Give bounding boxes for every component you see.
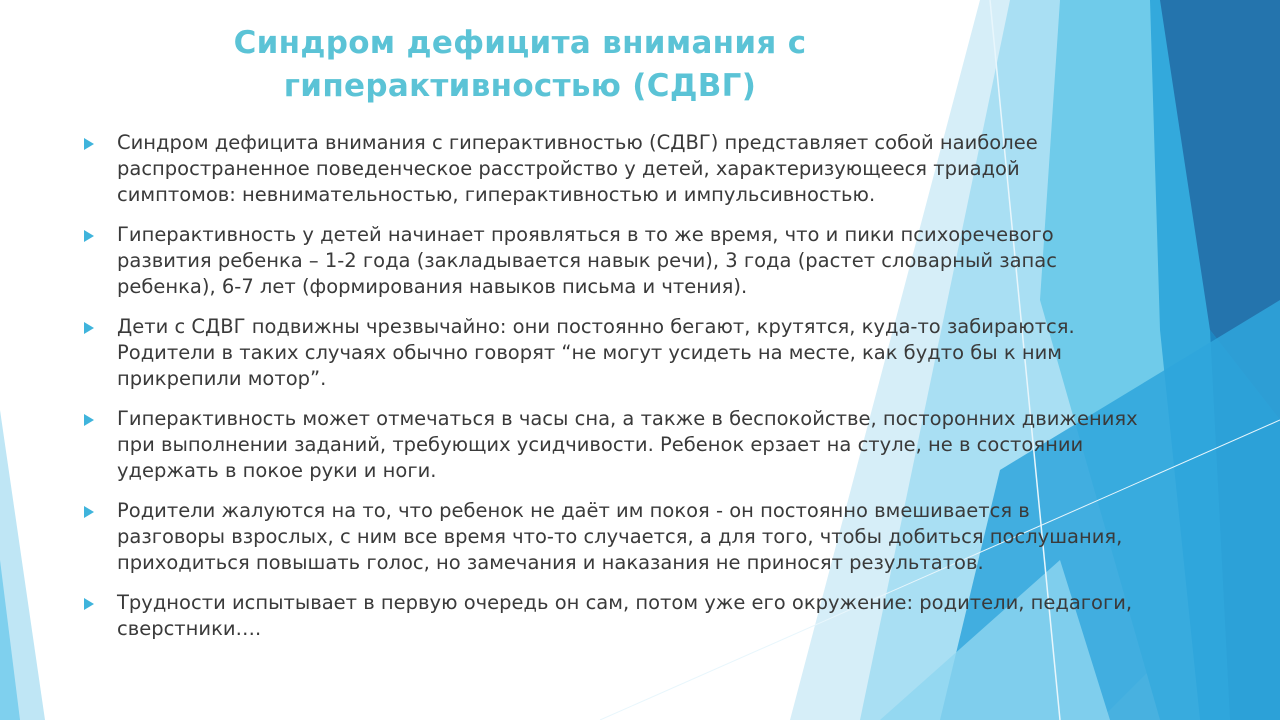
bullet-line: Трудности испытывает в первую очередь он сам, потом уже его окружение: родители, педагоги,	[117, 591, 1133, 614]
bullet-line: при выполнении заданий, требующих усидчивости. Ребенок ерзает на стуле, не в состоянии	[117, 433, 1084, 456]
bullet-item	[82, 590, 1202, 642]
bullet-line: распространенное поведенческое расстройство у детей, характеризующееся триадой	[117, 157, 1020, 180]
bullet-line: Дети с СДВГ подвижны чрезвычайно: они постоянно бегают, крутятся, куда-то забираются.	[117, 315, 1075, 338]
triangle-right-icon	[84, 414, 94, 426]
bullet-item	[82, 498, 1202, 576]
triangle-right-icon	[84, 322, 94, 334]
triangle-right-icon	[84, 230, 94, 242]
bullet-line: Родители в таких случаях обычно говорят “не могут усидеть на месте, как будто бы к ним	[117, 341, 1062, 364]
title-line: Синдром дефицита внимания с	[233, 25, 807, 61]
bullet-line: симптомов: невнимательностью, гиперактивностью и импульсивностью.	[117, 183, 876, 206]
bullet-item	[82, 130, 1202, 208]
bullet-item	[82, 222, 1202, 300]
bullet-line: прикрепили мотор”.	[117, 367, 327, 390]
bullet-line: сверстники….	[117, 617, 262, 640]
bullet-line: Синдром дефицита внимания с гиперактивностью (СДВГ) представляет собой наиболее	[117, 131, 1038, 154]
bullet-item	[82, 314, 1202, 392]
bullet-line: разговоры взрослых, с ним все время что-то случается, а для того, чтобы добиться послушания,	[117, 525, 1123, 548]
bullet-line: развития ребенка – 1-2 года (закладывается навык речи), 3 года (растет словарный запас	[117, 249, 1057, 272]
bullet-line: ребенка), 6-7 лет (формирования навыков письма и чтения).	[117, 275, 748, 298]
slide-title	[150, 22, 890, 108]
title-line: гиперактивностью (СДВГ)	[283, 68, 757, 104]
bullet-line: приходиться повышать голос, но замечания и наказания не приносят результатов.	[117, 551, 984, 574]
bullet-line: Гиперактивность может отмечаться в часы сна, а также в беспокойстве, посторонних движениях	[117, 407, 1138, 430]
triangle-right-icon	[84, 138, 94, 150]
bullet-line: Гиперактивность у детей начинает проявляться в то же время, что и пики психоречевого	[117, 223, 1054, 246]
triangle-right-icon	[84, 506, 94, 518]
bullet-line: Родители жалуются на то, что ребенок не даёт им покоя - он постоянно вмешивается в	[117, 499, 1030, 522]
bullet-item	[82, 406, 1202, 484]
triangle-right-icon	[84, 598, 94, 610]
bullet-list	[82, 130, 1202, 656]
bullet-line: удержать в покое руки и ноги.	[117, 459, 437, 482]
